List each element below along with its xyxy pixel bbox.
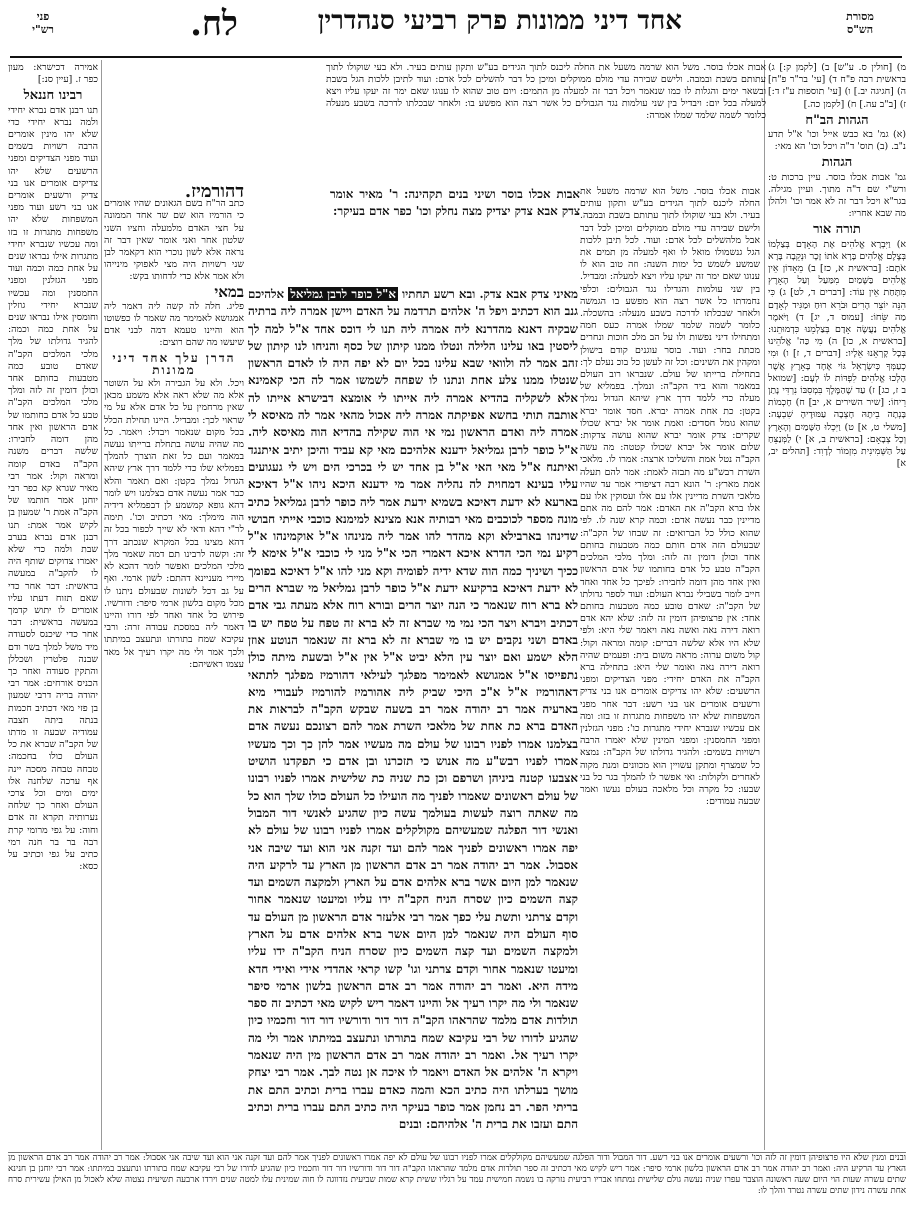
rashi-column: [580, 186, 760, 1147]
gemara-text-start: מאיני צדק אבא צדק. ובא רשע תחתיו: [402, 287, 578, 301]
folio-number: לח.: [190, 4, 238, 44]
gemara-opening-text: אבות אכלו בוסר ושיני בנים תקהינה: ר' מאיר אומר צדק אבא צדק יצדיק מצה נחלק וכו' כפר אדם בעיקר:: [330, 187, 580, 219]
rabbeinu-chananel-text: תנו רבנן אדם נברא יחידי ולמה נברא יחידי כדי שלא יהו מינין אומרים הרבה רשויות בשמים ועוד מפני הצדיקים ומפני הרשעים שלא יהו צדיקים אומרים אנו בני צדיק ורשעים אומרים אנו בני רשע ועוד מפני המשפחות שלא יהו משפחות מתגרות זו בזו ומה עכשיו שנברא יחידי מתגרות אילו נבראו שנים על אחת כמה וכמה ועוד מפני הגזלנין ומפני החמסנין ומה עכשיו שנברא יחידי גוזלין וחומסין אילו נבראו שנים על אחת כמה וכמה: להגיד גדולתו של מלך מלכי המלכים הקב"ה שאדם טובע כמה מטבעות בחותם אחד וכולן דומין זה לזה ומלך מלכי המלכים הקב"ה טבע כל אדם בחותמו של אדם הראשון ואין אחד מהן דומה לחבירו: שלשה דברים משנה הקב"ה באדם קומה ומראה וקול: אמר רבי מאיר שגרא קא כפר רבי יוחנן אמר חותמו של הקב"ה אמת ר' שמעון בן לקיש אמר אמת: תנו רבנן אדם נברא בערב שבת ולמה כדי שלא יאמרו צדוקים שותף היה לו להקב"ה במעשה בראשית: דבר אחר כדי שאם תזוח דעתו עליו אומרים לו יתוש קדמך במעשה בראשית: דבר אחר כדי שיכנס לסעודה מיד משל למלך בשר ודם שבנה פלטרין ושכללן והתקין סעודה ואחר כך הכניס אורחים: אמר רבי יהודה בריה דרבי שמעון בן פזי מאי דכתיב חכמות בנתה ביתה חצבה עמודיה שבעה זו מדתו של הקב"ה שברא את כל העולם כולו בחכמה: טבחה טבחה מסכה יינה אף ערכה שלחנה אלו ימים ומים וכל צרכי העולם ואחר כך שלחה נערותיה תקרא זה אדם וחוה: על גפי מרומי קרת רבה בר בר חנה רמי כתיב על גפי וכתיב על כסא:: [8, 104, 98, 873]
rashi-top-strip: [326, 62, 766, 182]
right-margin-column: [768, 62, 906, 1150]
torah-or-text: א) וַיִּבְרָא אֱלֹהִים אֶת הָאָדָם בְּצַלְמוֹ בְּצֶלֶם אֱלֹהִים בָּרָא אֹתוֹ זָכָר וּנְקֵבָה בָּרָא אֹתָם: [בראשית א, כז] ב) מֵאָדוֹן אֵין אֱלֹהִים בַּשָּׁמַיִם מִמַּעַל וְעַל הָאָרֶץ מִתָּחַת אֵין עוֹד: [דברים ד, לט] ג) כִּי הִנֵּה יוֹצֵר הָרִים וּבֹרֵא רוּחַ וּמַגִּיד לְאָדָם מַה שֵּׂחוֹ: [עמוס ד, יג] ד) וַיֹּאמֶר אֱלֹהִים נַעֲשֶׂה אָדָם בְּצַלְמֵנוּ כִּדְמוּתֵנוּ: [בראשית א, כו] ה) מִי כַּה' אֱלֹהֵינוּ בְּכָל קָרְאֵנוּ אֵלָיו: [דברים ד, ז] ו) וּמִי כְעַמְּךָ כְּיִשְׂרָאֵל גּוֹי אֶחָד בָּאָרֶץ אֲשֶׁר הָלְכוּ אֱלֹהִים לִפְדּוֹת לוֹ לְעָם: [שמואל ב ז, כג] ז) עַד שֶׁהַמֶּלֶךְ בִּמְסִבּוֹ נִרְדִּי נָתַן רֵיחוֹ: [שיר השירים א, יב] ח) חָכְמוֹת בָּנְתָה בֵיתָהּ חָצְבָה עַמּוּדֶיהָ שִׁבְעָה: [משלי ט, א] ט) וַיִּכְלוּ הַשָּׁמַיִם וְהָאָרֶץ וְכָל צְבָאָם: [בראשית ב, א] י) לַמְּנַצֵּחַ עַל הַשְּׁמִינִית מִזְמוֹר לְדָוִד: [תהלים יב, א]: [768, 238, 906, 470]
tosafot-column: [104, 186, 244, 1147]
torah-or-heading: תורה אור: [813, 222, 861, 238]
masoret-hashas-text: מ) [חולין ס. ע"ש] ב) [לקמן ק:] ג) בראשית רבה פ"ח ד) [עי' בר"ר פ"ח] ה) [חגיגה יב.] ו) [עי' תוספות ע"ז ד:] ז) [ב"ב עה.] ח) [לקמן כה.]: [768, 62, 906, 110]
gemara-main-text: [248, 286, 578, 1148]
tosafot-section-title: דהורמיז.: [184, 186, 244, 202]
hagahot-bach-text: (א) גמ' בא כבש אייל וכו' א"ל תדע נ"ב. (ב) תוס' ד"ה ויכל וכו' הא מאי:: [768, 129, 906, 153]
gemara-paragraph: [248, 286, 578, 1134]
bottom-commentary-text: ובנים ומנין שלא היו פרצופיהן דומין זה לזה וכו' ורשעים אומרים אנו בני רשע. דור המבול ודור הפלגה שמעשיהם מקולקלים אמרו לפניו רבונו של עולם לא יפה אמרו ראשונים לפניך אמר להם ועד זקנה אני הוא ועד שיבה אני אסבול: אמר רב יהודה אמר רב אדם הראשון מן הארץ עד הרקיע היה: ואמר רב יהודה אמר רב אדם הראשון בלשון ארמי סיפר: אמר ריש לקיש מאי דכתיב זה ספר תולדות אדם מלמד שהראהו הקב"ה דור דור ודורשיו דור דור וחכמיו כיון שהגיע לדורו של רבי עקיבא שמח בתורתו ונתעצב במיתתו: אמר רבי יוחנן בן חנינא שתים עשרה שעות הוי היום שעה ראשונה הוצבר עפרו שניה נעשה גולם שלישית נמתחו אבריו רביעית נזרקה בו נשמה חמישית עמד על רגליו ששית קרא שמות שביעית נזדווגה לו חוה שמינית עלו למטה שנים וירדו ארבעה תשיעית נצטוה שלא לאכול מן האילן עשירית סרח אחת עשרה נידון שתים עשרה נטרד והלך לו:: [8, 1153, 906, 1196]
header-rule: [10, 56, 902, 58]
hagahot-bach-heading: הגהות הב"ח: [805, 112, 869, 128]
tosafot-text-3: ויכל. ולא על הגבירה ולא על השוטר אלא מה שלא ראה אלא משמע מכאן שאין מרחמין על כל אדם אלא על מי שראוי לכך: ומבדיל. היינו תחילת הכלל בכל מקום שנאמר ויבדל: ויאמר. כל מה שהיה עושה בתחלת ברייתו נעשה במאמר ועם כל זאת הוצרך להמלך בפמליא שלו כדי ללמד דרך ארץ שיהא הגדול נמלך בקטן: ואם תאמר והלא כבר אמר נעשה אדם בצלמנו ויש לומר דהא גופא קמשמע לן דבפמליא דידיה הוה מימלך: מאי דכתיב וכו'. תימה לר"י דהא ודאי לא שייך לכפור בכל זה דהא מצינו בכל המקרא שנכתב דרך זה: וקשה לרבינו תם דמה שאמר מלך מלכי המלכים ואפשר לומר דהכא לא מיירי מעניינא דהתם: לשון ארמי. ואף על גב דכל לשונות שבעולם ניתנו לו מכל מקום בלשון ארמי סיפר: ודורשיו. פירוש כל אחד ואחד לפי דורו והיינו דאמר ליה במסכת עבודה זרה: ורבי עקיבא שמח בתורתו ונתעצב במיתתו ולכך אמר ולי מה יקרו רעיך אל מאד עצמו ראשיהם:: [104, 378, 244, 670]
rabbeinu-chananel-heading: רבינו חננאל: [23, 88, 83, 104]
left-margin-column: [8, 62, 98, 1150]
bottom-commentary-strip: [8, 1152, 906, 1209]
glosses-text: גמ' אבות אכלו בוסר. עיין ברכות ט: ורש"י שם ד"ה מתוך. ועיין מגילה. בגר"א ויכל דבר זה לא אמר וכו' ולהלן מה שבא אחריו:: [768, 171, 906, 220]
glosses-heading: הגהות: [821, 155, 853, 171]
column-divider: [764, 60, 765, 1150]
gemara-closing-word: ובנים: [398, 1117, 422, 1132]
column-divider: [101, 60, 102, 1150]
gemara-opening: [330, 186, 580, 284]
header-left-corner: פני רש"י: [32, 10, 54, 36]
header-right-corner: מסורת הש"ס: [846, 10, 874, 36]
chapter-end-divider: הדרן עלך אחד דיני ממונות: [112, 350, 236, 377]
ein-mishpat-text: אמירה דכישרא: מעון כפר ז. [עיין סנ:]: [8, 62, 98, 86]
rashi-text: אבות אכלו בוסר. משל הוא שרמה משעל את החלה ליכנס לתוך הגידים בע"ש ותקון עותים בעיר. ולא בעי שוקולו לתוך עתותם בשבת ובמבה. ולישם שבירה עדי מולם ממוקלים ומיכן לכל דבר אבל מלהשלים לכל אדם: ועוד. לכל תיבן ללכות הגל גנשמולו מואל לו ואף למעלה מן תמים את שמשע לשמש כל ימות השנה: וזה טוב הוא לו ענוגו שאם ימר זה יעקו עליו ויצא למעלה: ומבדיל. בין שני עולמות והגדילו נגד הגבולים: וכלפי נחמדתו כל אשר רצה הוא מפשע בו הגמשה ולאחר שבכלתו לדרכה בשבע מנעלה: בהשכלה. כלומר לשמה שלמד שמלו אמרה כעס חמה ומתחילו דיני נפשות ולו על הב מלכ חוכות ונחרים מכתת בחר: ועוד. בוסר עוגנים קודם בישולן ומקהין את השינים: וכל זה לעשן כל בוכ נעלם לך: בתחילת ברייתו של עולם. שנבראו רוב העולם במאמר והוא ביד הקב"ה: ונמלך. בפמליא של מעלה כדי ללמד דרך ארץ שיהא הגדול נמלך בקטן: כת אחת אמרה יברא. חסד אומר יברא שהוא גומל חסדים: ואמת אומר אל יברא שכולו שקרים: צדק אומר יברא שהוא עושה צדקות: שלום אומר אל יברא שכולו קטטה: מה עשה הקב"ה נטל אמת והשליכו ארצה: אמרו לו. מלאכי השרת רבש"ע מה תבזה לאמת: אמר להם תעלה אמת מארץ: ר' הונא רבה דציפורי אמר עד שהיו מלאכי השרת מדיינין אלו עם אלו ועסוקין אלו עם אלו ברא הקב"ה את האדם: אמר להם מה אתם מדיינין כבר נעשה אדם: וכמה קרא שנה לו. לפי שהוא כולל כל הברואים: זה שבחו של הקב"ה: שבעולם הזה אדם חותם כמה מטבעות בחותם אחד וכולן דומין זה לזה: ומלך מלכי המלכים הקב"ה טבע כל אדם בחותמו של אדם הראשון ואין אחד מהן דומה לחבירו: לפיכך כל אחד ואחד חייב לומר בשבילי נברא העולם: ועוד לספר גדולתו של הקב"ה: שאדם טובע כמה מטבעות בחותם אחד: אין פרצופיהן דומין זה לזה: שלא יהא אדם רואה דירה נאה ואשה נאה ויאמר שלי היא: ולפי שלא היו אלא שלשה דברים: קומה ומראה וקול: קול משום ערוה: מראה משום בית: ופעמים שהיה רואה דירה נאה ואומר שלי היא: בתחילה ברא הקב"ה את האדם יחידי: מפני הצדיקים ומפני הרשעים: שלא יהו צדיקים אומרים אנו בני צדיק ורשעים אומרים אנו בני רשע: דבר אחר מפני המשפחות שלא יהו משפחות מתגרות זו בזו: ומה אם עכשיו שנברא יחידי מתגרות כו': מפני הגזלנין ומפני החמסנין: ומפני המינין שלא יאמרו הרבה רשויות בשמים: ולהגיד גדולתו של הקב"ה: נמצא כל שמצרף ומתקן עשויין הוא מכוונים ומנת מקוה לאחרים ולקולות: ואי אפשר לו להמלך בגר כל בני שבעו: כל מקרה וכל מלאכה בעולם נעשו ואמר שבעה עמודים:: [580, 186, 760, 808]
highlighted-phrase: א"ל כופר לרבן גמליאל: [290, 287, 396, 301]
rashi-top-text: אבות אכלו בוסר. משל הוא שרמה משעל את החלה ליכנס לתוך הגידים בע"ש ותקון עותים בעיר. ולא בעי שוקולו לתוך עתותם בשבת ובמבה. ולישם שבירה עדי מולם ממוקלים ומיכן כל דבר להשלים לכל אדם: ועוד לתיבן ללכות הגל בשבת ובשאר ימים והגלות לו כמו שנאמר ויכל דבר זה למעלה מן התמים: ויום טוב שהוא לו ענוגו שאם ימר זה יעקו עליו ויצא למעלה בכל יום: ויבדיל בין שני עולמות נגד הגבולים כל אשר רצה הוא מפשע בו: ולאחר שבכלתו לדרכה בשבע מנעלה כלומר לשמה שלמד שמלו אמרה:: [326, 62, 766, 121]
tosafot-boxed-word: במאי: [214, 282, 244, 301]
tosafot-text-1: כתב הר"ח בשם הגאונים שהיו אומרים כי הורמיז הוא שם שד אחד הממונה על חצי האדם מלמעלה וחציו השני שלטון אחר ואני אומר שאין דבר זה נראה אלא לשון נוכרי הוא דקאמר לבן שני רשויות היה מצי לאפוקי מינייהו ולא אמר אלא כדי לדחותו בקש:: [104, 198, 244, 283]
page-header-title: אחד דיני ממונות פרק רביעי סנהדרין: [317, 6, 682, 36]
tosafot-text-2: פליג. חלה לה קשה ליה דאמר ליה אמגושא לאמימר מה שאמר לו כפשוטו הוא והיינו טעמא דמה לבני אדם שיעשו מה שהם רוצים:: [104, 300, 244, 349]
gemara-text-body: אלהיכם גנב הוא דכתיב ויפל ה' אלהים תרדמה על האדם ויישן אמרה ליה ברתיה שבקיה דאנא מהדרנא ליה אמרה ליה תנו לי דוכס אחד א"ל למה לך ליסטין באו עלינו הלילה ונטלו ממנו קיתון של כסף והניחו לנו קיתון של זהב אמר לה ולוואי שבא עלינו בכל יום לא יפה היה לו לאדם הראשון שנטלו ממנו צלע אחת ונתנו לו שפחה לשמשו אמר לה הכי קאמינא אלא לשקליה בהדיא אמרה ליה אייתו לי אומצא דבישרא אייתו לה אותבה תותי בחשא אפיקתה אמרה ליה אכול מהאי אמר לה מאיסא לי אמרה ליה ואדם הראשון נמי אי הוה שקילה בהדיא הוה מאיסא ליה. א"ל כופר לרבן גמליאל ידענא אלהיכם מאי קא עביד והיכן יתיב איתנגד ואיתנח א"ל מאי האי א"ל בן אחד יש לי בכרכי הים ויש לי געגועים עליו בעינא דמחוית לה נהליה אמר מי ידענא היכא ניהו א"ל דאיכא בארעא לא ידעת דאיכא בשמיא ידעת אמר ליה כופר לרבן גמליאל כתיב מונה מספר לכוכבים מאי רבותיה אנא מצינא למימנא כוכבי אייתי חבושי שדינהו בארבילא וקא מהדר להו אמר ליה מנינהו א"ל אוקמינהו א"ל רקיע נמי הכי הדרא איכא דאמרי הכי א"ל מני לי כוכבי א"ל אימא לי ככיך ושיניך כמה הוה שדא ידיה לפומיה וקא מני להו א"ל דאיכא בפומך לא ידעת דאיכא ברקיעא ידעת א"ל כופר לרבן גמליאל מי שברא הרים לא ברא רוח שנאמר כי הנה יוצר הרים ובורא רוח אלא מעתה גבי אדם דכתיב ויברא ויצר הכי נמי מי שברא זה לא ברא זה טפח על טפח יש בו באדם ושני נקבים יש בו מי שברא זה לא ברא זה שנאמר הנוטע אוזן הלא ישמע ואם יוצר עין הלא יביט א"ל אין א"ל ובשעת מיתה כולן נתפייסו א"ל אמגושא לאמימר מפלגך לעילאי דהורמיז מפלגך לתתאי דאהורמיז א"ל א"כ היכי שביק ליה אהורמיז להורמיז לעבורי מיא בארעיה אמר רב יהודה אמר רב בשעה שבקש הקב"ה לבראות את האדם ברא כת אחת של מלאכי השרת אמר להם רצונכם נעשה אדם בצלמנו אמרו לפניו רבונו של עולם מה מעשיו אמר להן כך וכך מעשיו אמרו לפניו רבש"ע מה אנוש כי תזכרנו ובן אדם כי תפקדנו הושיט אצבעו קטנה ביניהן ושרפם וכן כת שניה כת שלישית אמרו לפניו רבונו של עולם ראשונים שאמרו לפניך מה הועילו כל העולם כולו שלך הוא כל מה שאתה רוצה לעשות בעולמך עשה כיון שהגיע לאנשי דור המבול ואנשי דור הפלגה שמעשיהם מקולקלים אמרו לפניו רבונו של עולם לא יפה אמרו ראשונים לפניך אמר להם ועד זקנה אני הוא ועד שיבה אני אסבול. אמר רב יהודה אמר רב אדם הראשון מן הארץ עד לרקיע היה שנאמר למן היום אשר ברא אלהים אדם על הארץ ולמקצה השמים ועד קצה השמים כיון שסרח הניח הקב"ה ידו עליו ומיעטו שנאמר אחור וקדם צרתני ותשת עלי כפך אמר רבי אלעזר אדם הראשון מן העולם עד סוף העולם היה שנאמר למן היום אשר ברא אלהים אדם על הארץ ולמקצה השמים ועד קצה השמים כיון שסרח הניח הקב"ה ידו עליו ומיעטו שנאמר אחור וקדם צרתני וגו' קשו קראי אהדדי אידי ואידי חדא מידה היא. ואמר רב יהודה אמר רב אדם הראשון בלשון ארמי סיפר שנאמר ולי מה יקרו רעיך אל והיינו דאמר ריש לקיש מאי דכתיב זה ספר תולדות אדם מלמד שהראהו הקב"ה דור דור ודורשיו דור דור וחכמיו כיון שהגיע לדורו של רבי עקיבא שמח בתורתו ונתעצב במיתתו אמר ולי מה יקרו רעיך אל. ואמר רב יהודה אמר רב אדם הראשון מין היה שנאמר ויקרא ה' אלהים אל האדם ויאמר לו איכה אן נטה לבך. אמר רבי יצחק מושך בערלתו היה כתיב הכא והמה כאדם עברו ברית וכתיב התם את בריתי הפר. רב נחמן אמר כופר בעיקר היה כתיב התם עברו ברית וכתיב התם ועזבו את ברית ה' אלהיהם:: [248, 287, 578, 1132]
